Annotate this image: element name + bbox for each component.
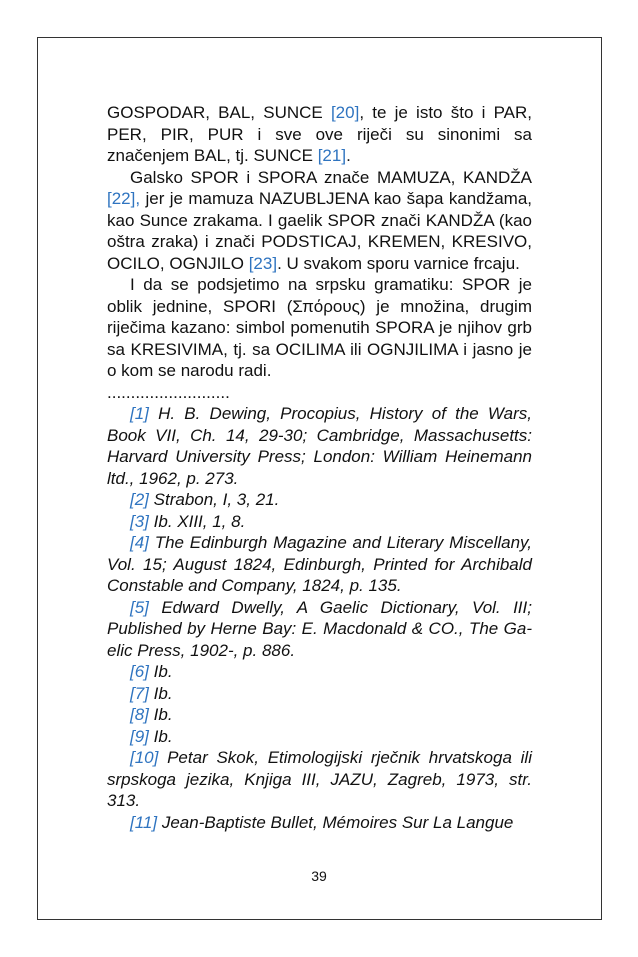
footnote-number-link[interactable]: [10] <box>130 748 159 767</box>
body-text <box>107 102 532 382</box>
paragraph-text: . U svakom sporu varnice frcaju. <box>277 253 520 273</box>
footnote <box>107 726 532 748</box>
footnote-text: Ib. <box>153 662 173 681</box>
footnote-text: Ib. <box>153 683 173 703</box>
footnote-text: Jean-Baptiste Bullet, Mémoires Sur La Langue <box>161 812 514 832</box>
footnote-number-link[interactable]: [4] <box>130 533 149 552</box>
footnotes <box>107 403 532 833</box>
footnote-number-link[interactable]: [11] <box>130 812 158 832</box>
footnote-reference-link[interactable]: [23] <box>248 253 278 273</box>
paragraph-text: , te je isto što i PAR, PER, PIR, PUR i sve ove riječi su sinonimi sa značenjem BAL, tj. SUNCE <box>107 103 533 165</box>
footnote-reference-link[interactable]: [22], <box>107 189 141 208</box>
paragraph-text: I da se podsjetimo na srpsku gramatiku: SPOR je oblik jednine, SPORI (Σπόρους) je množina, drugim riječima kazano: simbol pomenutih SPORA je njihov grb sa KRESIVIMA, tj. sa OCILIMA ili OGNJILIMA i jasno je o kom se narodu radi. <box>107 275 532 380</box>
footnote <box>107 532 532 597</box>
footnote-number-link[interactable]: [2] <box>130 490 149 509</box>
footnote-text: Ib. <box>153 705 173 724</box>
footnote-text: Petar Skok, Etimologijski rječnik hrvatskoga ili srpskoga jezika, Knjiga III, JAZU, Zagreb, 1973, str. 313. <box>107 748 532 810</box>
paragraph <box>107 167 532 275</box>
footnote-number-link[interactable]: [1] <box>130 404 149 423</box>
paragraph-text: GOSPODAR, BAL, SUNCE <box>107 103 331 122</box>
footnote-text: Ib. XIII, 1, 8. <box>153 511 246 531</box>
footnote <box>107 704 532 726</box>
paragraph-text: Galsko SPOR i SPORA znače MAMUZA, KANDŽA <box>130 167 532 187</box>
footnote-number-link[interactable]: [9] <box>130 726 149 746</box>
page-number: 39 <box>311 868 327 884</box>
footnote-separator: .......................... <box>107 382 230 402</box>
paragraph-text: jer je mamuza NAZUBLJENA kao šapa kandžama, kao Sunce zrakama. I gaelik SPOR znači KANDŽA (kao oštra zraka) i znači PODSTICAJ, KREMEN, KRESIVO, OCILO, OGNJILO <box>107 189 532 273</box>
footnote-number-link[interactable]: [6] <box>130 662 149 681</box>
footnote-text: The Edinburgh Magazine and Literary Miscellany, Vol. 15; August 1824, Edinburgh, Printed for Archibald Constable and Company, 1824, p. 135. <box>107 533 532 595</box>
footnote <box>107 747 532 812</box>
footnote <box>107 812 532 834</box>
footnote <box>107 489 532 511</box>
footnote-reference-link[interactable]: [21] <box>317 146 347 165</box>
footnote <box>107 597 532 662</box>
footnote-text: Ib. <box>153 726 173 746</box>
footnote-reference-link[interactable]: [20] <box>330 103 360 122</box>
footnote-text: Strabon, I, 3, 21. <box>153 490 280 509</box>
footnote-text: Edward Dwelly, A Gaelic Dictionary, Vol. III; Published by Herne Bay: E. Macdonald & CO., The Ga-elic Press, 1902-, p. 886. <box>107 597 532 660</box>
footnote-number-link[interactable]: [3] <box>130 511 149 531</box>
footnote <box>107 403 532 489</box>
footnote <box>107 683 532 705</box>
footnote-number-link[interactable]: [8] <box>130 705 149 724</box>
paragraph <box>107 102 532 167</box>
footnote <box>107 511 532 533</box>
paragraph <box>107 274 532 382</box>
paragraph-text: . <box>346 146 351 165</box>
page-content <box>107 102 532 833</box>
footnote-text: H. B. Dewing, Procopius, History of the Wars, Book VII, Ch. 14, 29-30; Cambridge, Massachusetts: Harvard University Press; London: William Heinemann ltd., 1962, p. 273. <box>107 404 533 488</box>
footnote-number-link[interactable]: [5] <box>130 597 149 617</box>
footnote <box>107 661 532 683</box>
footnote-number-link[interactable]: [7] <box>130 683 149 703</box>
